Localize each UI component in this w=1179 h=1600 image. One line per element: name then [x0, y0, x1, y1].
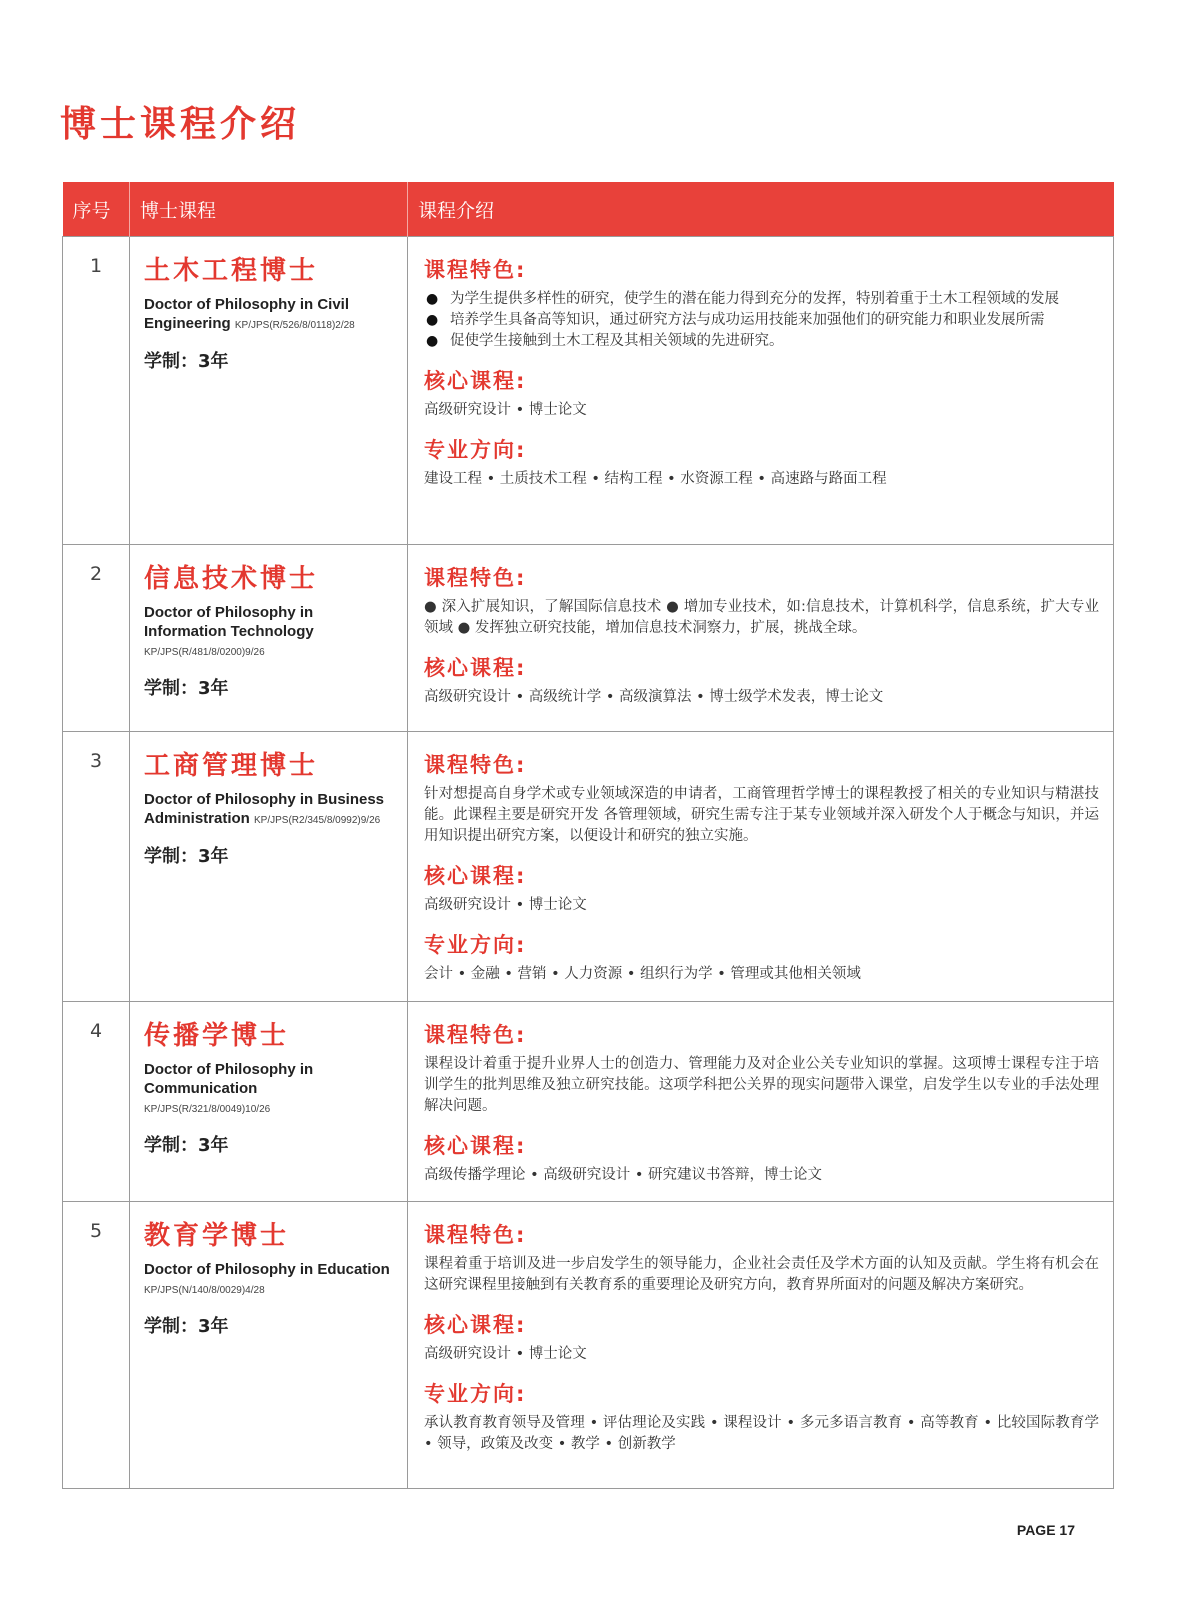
spec-text: 建设工程 • 土质技术工程 • 结构工程 • 水资源工程 • 高速路与路面工程: [424, 471, 887, 487]
spec-title: 专业方向:: [424, 1382, 527, 1406]
course-duration: 学制：3年: [144, 846, 229, 867]
row-number: 5: [89, 1220, 103, 1242]
core-title: 核心课程:: [424, 864, 527, 888]
course-intro-cell: [408, 1002, 1114, 1202]
course-en-name-wrap: [144, 1260, 397, 1300]
core-title: 核心课程:: [424, 369, 527, 393]
course-intro-cell: [408, 1202, 1114, 1489]
course-name-cell: [130, 237, 408, 545]
features-text: 课程设计着重于提升业界人士的创造力、管理能力及对企业公关专业知识的掌握。这项博士课程专注于培 训学生的批判思维及独立研究技能。这项学科把公关界的现实问题带入课堂，启发学生以专业的手法处理解决问题。: [424, 1056, 1099, 1114]
core-text: 高级传播学理论 • 高级研究设计 • 研究建议书答辩，博士论文: [424, 1167, 823, 1183]
core-text: 高级研究设计 • 博士论文: [424, 402, 587, 418]
header-course: 博士课程: [130, 182, 408, 237]
header-intro: 课程介绍: [408, 182, 1114, 237]
course-cn-name: 教育学博士: [144, 1221, 290, 1251]
features-title: 课程特色:: [424, 1223, 527, 1247]
core-title: 核心课程:: [424, 1134, 527, 1158]
row-number-cell: [63, 545, 130, 732]
course-cn-name: 工商管理博士: [144, 751, 319, 781]
table-header-row: [63, 182, 1114, 237]
course-duration: 学制：3年: [144, 1135, 229, 1156]
spec-text: 会计 • 金融 • 营销 • 人力资源 • 组织行为学 • 管理或其他相关领域: [424, 966, 861, 982]
course-code: KP/JPS(R2/345/8/0992)9/26: [254, 815, 381, 826]
course-duration: 学制：3年: [144, 1316, 229, 1337]
course-cn-name: 土木工程博士: [144, 256, 319, 286]
core-text: 高级研究设计 • 博士论文: [424, 1346, 587, 1362]
course-code: KP/JPS(R/321/8/0049)10/26: [144, 1104, 271, 1115]
course-cn-name: 传播学博士: [144, 1021, 290, 1051]
row-number-cell: [63, 1202, 130, 1489]
features-text: ● 深入扩展知识，了解国际信息技术 ● 增加专业技术，如:信息技术，计算机科学，信息系统，扩大专业领域 ● 发挥独立研究技能，增加信息技术洞察力，扩展，挑战全球。: [424, 599, 1099, 636]
row-number: 3: [89, 750, 103, 772]
course-en-name-wrap: [144, 603, 397, 662]
table-row: [63, 1002, 1114, 1202]
table-row: [63, 732, 1114, 1002]
course-table: [62, 182, 1114, 1489]
spec-title: 专业方向:: [424, 933, 527, 957]
course-intro-cell: [408, 237, 1114, 545]
course-en-name: Doctor of Philosophy in Civil Engineering: [144, 296, 350, 332]
core-title: 核心课程:: [424, 656, 527, 680]
feature-item: ● 培养学生具备高等知识，通过研究方法与成功运用技能来加强他们的研究能力和职业发展所需: [424, 310, 1099, 331]
core-text: 高级研究设计 • 高级统计学 • 高级演算法 • 博士级学术发表，博士论文: [424, 689, 884, 705]
spec-text: 承认教育教育领导及管理 • 评估理论及实践 • 课程设计 • 多元多语言教育 • 高等教育 • 比较国际教育学 • 领导，政策及改变 • 教学 • 创新教学: [424, 1415, 1099, 1452]
course-duration: 学制：3年: [144, 678, 229, 699]
course-code: KP/JPS(R/481/8/0200)9/26: [144, 647, 265, 658]
course-intro-cell: [408, 732, 1114, 1002]
course-en-name-wrap: [144, 790, 397, 830]
row-number-cell: [63, 1002, 130, 1202]
features-text: 课程着重于培训及进一步启发学生的领导能力，企业社会责任及学术方面的认知及贡献。学生将有机会在这研究课程里接触到有关教育系的重要理论及研究方向，教育界所面对的问题及解决方案研究。: [424, 1256, 1099, 1293]
table-row: [63, 1202, 1114, 1489]
feature-item: ● 促使学生接触到土木工程及其相关领域的先进研究。: [424, 331, 1099, 352]
table-row: [63, 237, 1114, 545]
features-title: 课程特色:: [424, 258, 527, 282]
course-en-name-wrap: [144, 1060, 397, 1119]
features-list: [424, 289, 1099, 352]
course-en-name: Doctor of Philosophy in Communication: [144, 1061, 314, 1097]
course-name-cell: [130, 1002, 408, 1202]
course-en-name: Doctor of Philosophy in Education: [144, 1261, 390, 1278]
core-text: 高级研究设计 • 博士论文: [424, 897, 587, 913]
spec-title: 专业方向:: [424, 438, 527, 462]
course-en-name: Doctor of Philosophy in Information Technology: [144, 604, 314, 640]
table-row: [63, 545, 1114, 732]
features-title: 课程特色:: [424, 753, 527, 777]
page-number: PAGE 17: [1016, 1522, 1075, 1538]
course-name-cell: [130, 1202, 408, 1489]
features-title: 课程特色:: [424, 566, 527, 590]
course-en-name-wrap: [144, 295, 397, 335]
course-intro-cell: [408, 545, 1114, 732]
row-number-cell: [63, 732, 130, 1002]
features-text: 针对想提高自身学术或专业领域深造的申请者，工商管理哲学博士的课程教授了相关的专业知识与精湛技能。此课程主要是研究开发 各管理领域，研究生需专注于某专业领域并深入研发个人于概念与知识，并运用知识提出研究方案，以便设计和研究的独立实施。: [424, 786, 1099, 844]
row-number: 1: [89, 255, 103, 277]
course-duration: 学制：3年: [144, 351, 229, 372]
header-num: 序号: [63, 182, 130, 237]
course-code: KP/JPS(R/526/8/0118)2/28: [234, 320, 355, 331]
features-title: 课程特色:: [424, 1023, 527, 1047]
course-name-cell: [130, 545, 408, 732]
row-number-cell: [63, 237, 130, 545]
row-number: 2: [89, 563, 103, 585]
course-name-cell: [130, 732, 408, 1002]
core-title: 核心课程:: [424, 1313, 527, 1337]
course-cn-name: 信息技术博士: [144, 564, 319, 594]
course-en-name: Doctor of Philosophy in Business Administration: [144, 791, 385, 827]
course-code: KP/JPS(N/140/8/0029)4/28: [144, 1285, 265, 1296]
feature-item: ● 为学生提供多样性的研究，使学生的潜在能力得到充分的发挥，特别着重于土木工程领域的发展: [424, 289, 1099, 310]
page-title: 博士课程介绍: [60, 104, 301, 145]
row-number: 4: [89, 1020, 103, 1042]
